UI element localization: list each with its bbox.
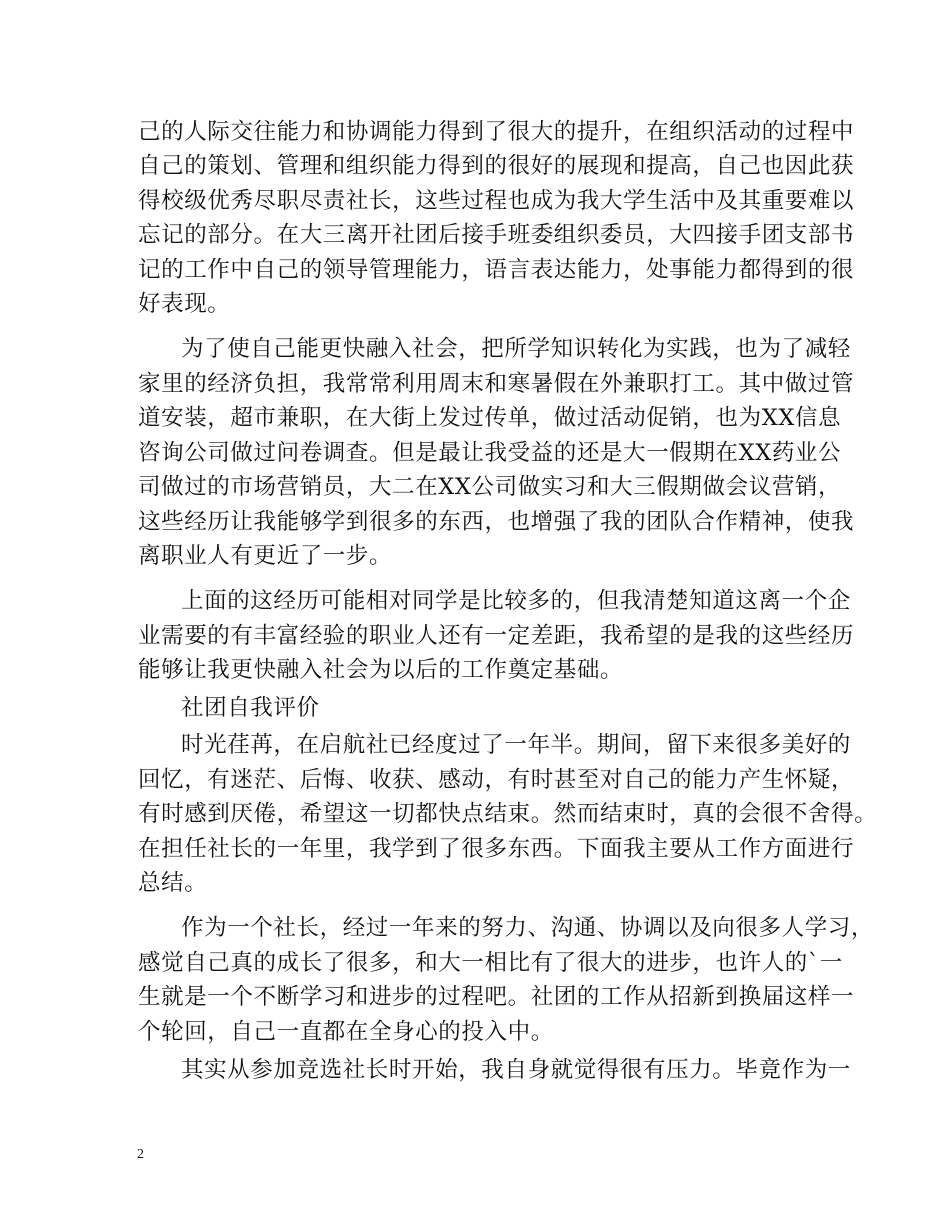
text-line: 忘记的部分。在大三离开社团后接手班委组织委员，大四接手团支部书 — [138, 222, 855, 248]
text-line: 司做过的市场营销员，大二在XX公司做实习和大三假期做会议营销， — [138, 474, 842, 500]
text-line: 在担任社长的一年里，我学到了很多东西。下面我主要从工作方面进行 — [138, 836, 855, 862]
text-line: 能够让我更快融入社会为以后的工作奠定基础。 — [138, 657, 624, 683]
paragraph-first-line: 作为一个社长，经过一年来的努力、沟通、协调以及向很多人学习， — [181, 915, 875, 941]
page-number: 2 — [137, 1147, 144, 1162]
text-line: 己的人际交往能力和协调能力得到了很大的提升，在组织活动的过程中 — [138, 119, 855, 145]
paragraph-first-line: 上面的这经历可能相对同学是比较多的，但我清楚知道这离一个企 — [181, 588, 851, 614]
text-line: 家里的经济负担，我常常利用周末和寒暑假在外兼职打工。其中做过管 — [138, 371, 855, 397]
text-line: 得校级优秀尽职尽责社长，这些过程也成为我大学生活中及其重要难以 — [138, 188, 855, 214]
text-line: 这些经历让我能够学到很多的东西，也增强了我的团队合作精神，使我 — [138, 509, 855, 535]
text-line: 业需要的有丰富经验的职业人还有一定差距，我希望的是我的这些经历 — [138, 623, 855, 649]
paragraph-first-line: 其实从参加竞选社长时开始，我自身就觉得很有压力。毕竟作为一 — [181, 1057, 851, 1083]
section-heading: 社团自我评价 — [181, 695, 320, 721]
text-line: 记的工作中自己的领导管理能力，语言表达能力，处事能力都得到的很 — [138, 257, 855, 283]
text-line: 总结。 — [138, 870, 208, 896]
text-line: 咨询公司做过问卷调查。但是最让我受益的还是大一假期在XX药业公 — [138, 440, 842, 466]
text-line: 感觉自己真的成长了很多，和大一相比有了很大的进步，也许人的`一 — [138, 950, 843, 976]
text-line: 个轮回，自己一直都在全身心的投入中。 — [138, 1019, 554, 1045]
text-line: 好表现。 — [138, 291, 231, 317]
paragraph-first-line: 为了使自己能更快融入社会，把所学知识转化为实践，也为了减轻 — [181, 336, 851, 362]
paragraph-first-line: 时光荏苒，在启航社已经度过了一年半。期间，留下来很多美好的 — [181, 732, 851, 758]
text-line: 生就是一个不断学习和进步的过程吧。社团的工作从招新到换届这样一 — [138, 984, 855, 1010]
text-line: 有时感到厌倦，希望这一切都快点结束。然而结束时，真的会很不舍得。 — [138, 801, 878, 827]
text-line: 回忆，有迷茫、后悔、收获、感动，有时甚至对自己的能力产生怀疑， — [138, 767, 855, 793]
text-line: 道安装，超市兼职，在大街上发过传单，做过活动促销，也为XX信息 — [138, 405, 842, 431]
text-line: 离职业人有更近了一步。 — [138, 543, 393, 569]
text-line: 自己的策划、管理和组织能力得到的很好的展现和提高，自己也因此获 — [138, 153, 855, 179]
